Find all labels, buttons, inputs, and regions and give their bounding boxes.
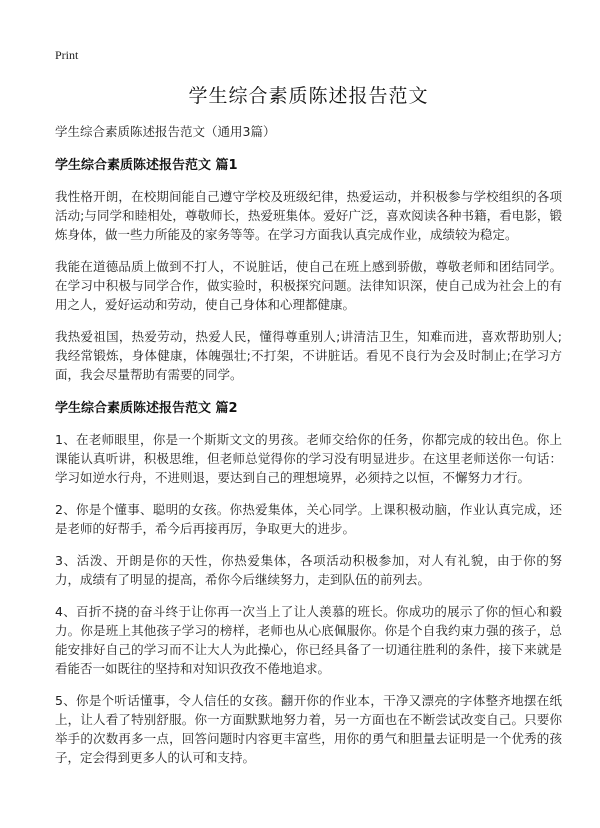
document-subtitle: 学生综合素质陈述报告范文（通用3篇） — [55, 124, 276, 139]
document-title: 学生综合素质陈述报告范文 — [188, 85, 429, 107]
paragraph: 我性格开朗，在校期间能自己遵守学校及班级纪律，热爱运动，并积极参与学校组织的各项活动;与同学和睦相处，尊敬师长，热爱班集体。爱好广泛，喜欢阅读各种书籍，看电影，锻炼身体，做一些力所能及的家务等等。在学习方面我认真完成作业，成绩较为稳定。 — [55, 189, 562, 242]
paragraph: 我热爱祖国，热爱劳动，热爱人民，懂得尊重别人;讲清洁卫生，知难而进，喜欢帮助别人;我经常锻炼，身体健康，体魄强壮;不打架，不讲脏话。看见不良行为会及时制止;在学习方面，我会尽量帮助有需要的同学。 — [55, 329, 562, 382]
section-heading: 学生综合素质陈述报告范文 篇1 — [55, 158, 238, 173]
section-2 — [55, 397, 562, 767]
paragraph: 4、百折不挠的奋斗终于让你再一次当上了让人羡慕的班长。你成功的展示了你的恒心和毅力。你是班上其他孩子学习的榜样，老师也从心底佩服你。你是个自我约束力强的孩子，总能安排好自己的学习而不让大人为此操心，你已经具备了一切通往胜利的条件，接下来就是看能否一如既往的坚持和对知识孜孜不倦地追求。 — [55, 604, 562, 676]
print-link[interactable]: Print — [55, 48, 79, 62]
paragraph: 1、在老师眼里，你是一个斯斯文文的男孩。老师交给你的任务，你都完成的较出色。你上课能认真听讲，积极思维，但老师总觉得你的学习没有明显进步。在这里老师送你一句话：学习如逆水行舟，不进则退，要达到自己的理想境界，必须持之以恒，不懈努力才行。 — [55, 432, 562, 485]
section-1 — [55, 154, 562, 384]
paragraph: 我能在道德品质上做到不打人，不说脏话，使自己在班上感到骄傲，尊敬老师和团结同学。在学习中积极与同学合作，做实验时，积极探究问题。法律知识深，使自己成为社会上的有用之人，爱好运动和劳动，使自己身体和心理都健康。 — [55, 259, 562, 312]
paragraph: 5、你是个听话懂事，令人信任的女孩。翻开你的作业本，干净又漂亮的字体整齐地摆在纸上，让人看了特别舒服。你一方面默默地努力着，另一方面也在不断尝试改变自己。只要你举手的次数再多一点，回答问题时内容更丰富些，用你的勇气和胆量去证明是一个优秀的孩子，定会得到更多人的认可和支持。 — [55, 693, 562, 765]
paragraph: 2、你是个懂事、聪明的女孩。你热爱集体，关心同学。上课积极动脑，作业认真完成，还是老师的好帮手，希今后再接再厉，争取更大的进步。 — [55, 502, 562, 536]
section-heading: 学生综合素质陈述报告范文 篇2 — [55, 401, 238, 416]
paragraph: 3、活泼、开朗是你的天性，你热爱集体，各项活动积极参加，对人有礼貌，由于你的努力，成绩有了明显的提高，希你今后继续努力，走到队伍的前列去。 — [55, 553, 562, 587]
